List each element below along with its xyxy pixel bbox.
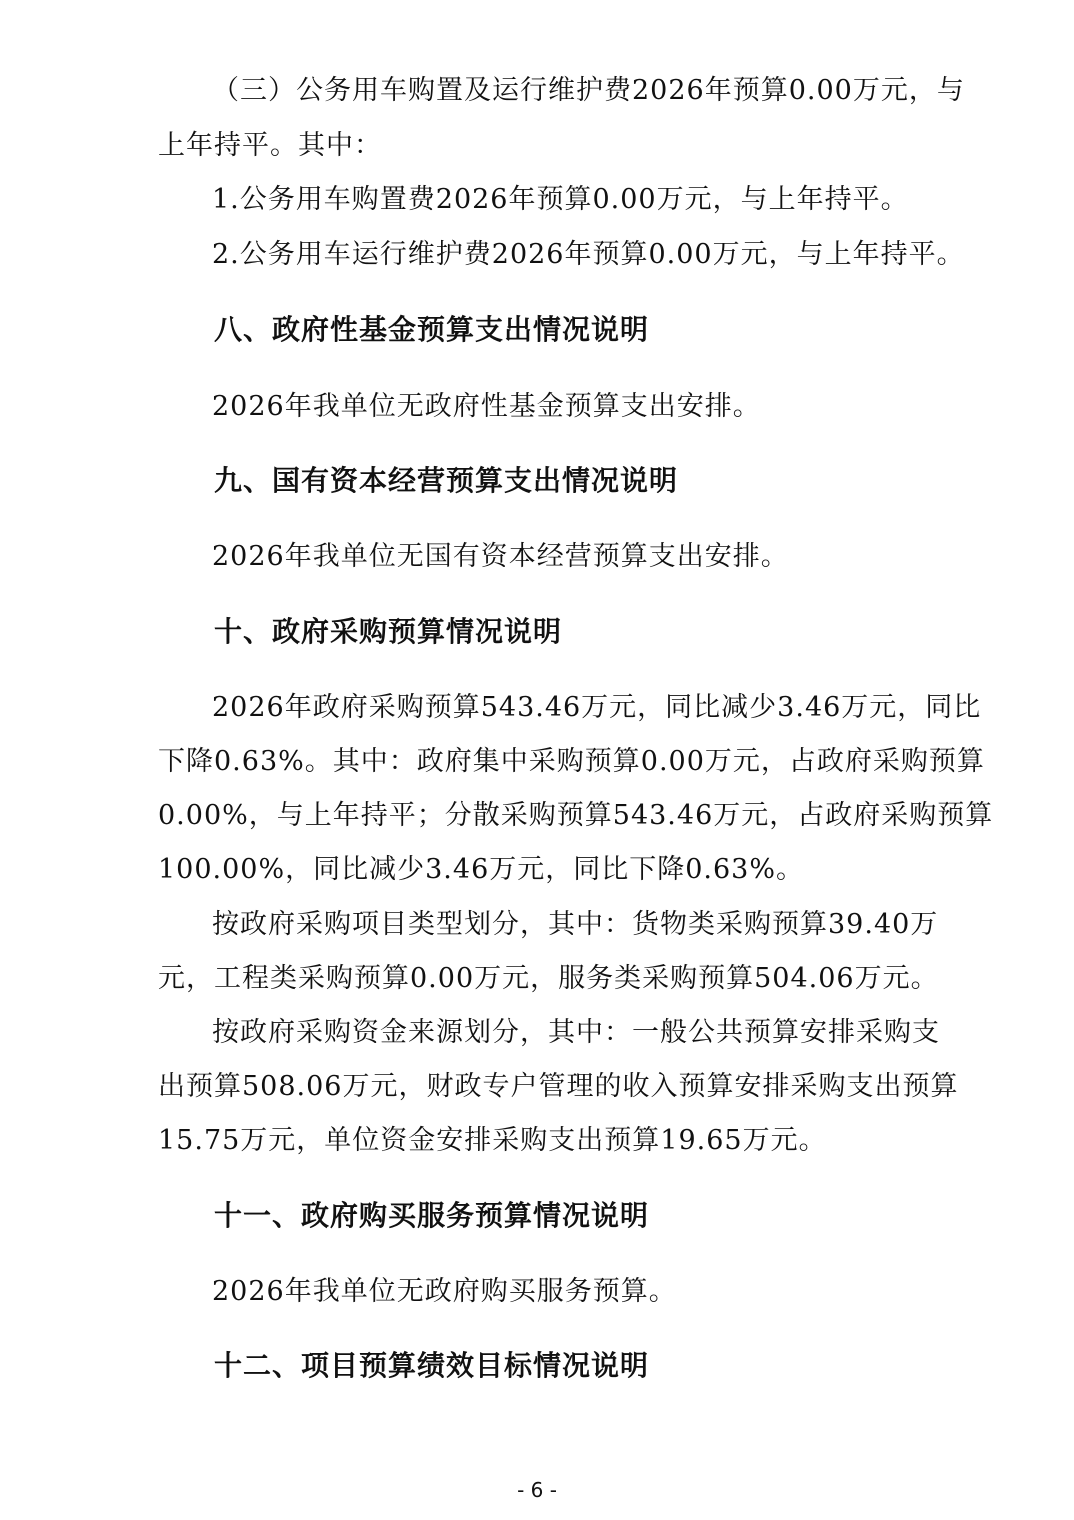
paragraph-line: 上年持平。其中： — [158, 130, 382, 161]
paragraph-line: 2026年我单位无政府性基金预算支出安排。 — [212, 391, 761, 422]
paragraph-line: 100.00%，同比减少3.46万元，同比下降0.63%。 — [158, 854, 805, 885]
paragraph-line: 2026年我单位无政府购买服务预算。 — [212, 1276, 677, 1307]
section-heading: 十二、项目预算绩效目标情况说明 — [214, 1349, 650, 1382]
paragraph-line: 15.75万元，单位资金安排采购支出预算19.65万元。 — [158, 1125, 827, 1156]
list-item: 2.公务用车运行维护费2026年预算0.00万元，与上年持平。 — [212, 239, 965, 270]
section-heading: 九、国有资本经营预算支出情况说明 — [214, 464, 679, 497]
paragraph-line: 0.00%，与上年持平；分散采购预算543.46万元，占政府采购预算 — [158, 800, 994, 831]
section-heading: 十一、政府购买服务预算情况说明 — [214, 1199, 650, 1232]
section-heading: 十、政府采购预算情况说明 — [214, 615, 563, 648]
paragraph-line: 按政府采购项目类型划分，其中：货物类采购预算39.40万 — [212, 909, 939, 940]
paragraph-line: 按政府采购资金来源划分，其中：一般公共预算安排采购支 — [212, 1017, 940, 1048]
paragraph-line: 2026年我单位无国有资本经营预算支出安排。 — [212, 541, 789, 572]
page-number: - 6 - — [517, 1478, 557, 1502]
paragraph-line: 2026年政府采购预算543.46万元，同比减少3.46万元，同比 — [212, 692, 982, 723]
section-heading: 八、政府性基金预算支出情况说明 — [214, 313, 650, 346]
paragraph-line: （三）公务用车购置及运行维护费2026年预算0.00万元，与 — [212, 75, 965, 106]
paragraph-line: 出预算508.06万元，财政专户管理的收入预算安排采购支出预算 — [158, 1071, 959, 1102]
paragraph-line: 下降0.63%。其中：政府集中采购预算0.00万元，占政府采购预算 — [158, 746, 985, 777]
paragraph-line: 元，工程类采购预算0.00万元，服务类采购预算504.06万元。 — [158, 963, 939, 994]
list-item: 1.公务用车购置费2026年预算0.00万元，与上年持平。 — [212, 184, 909, 215]
